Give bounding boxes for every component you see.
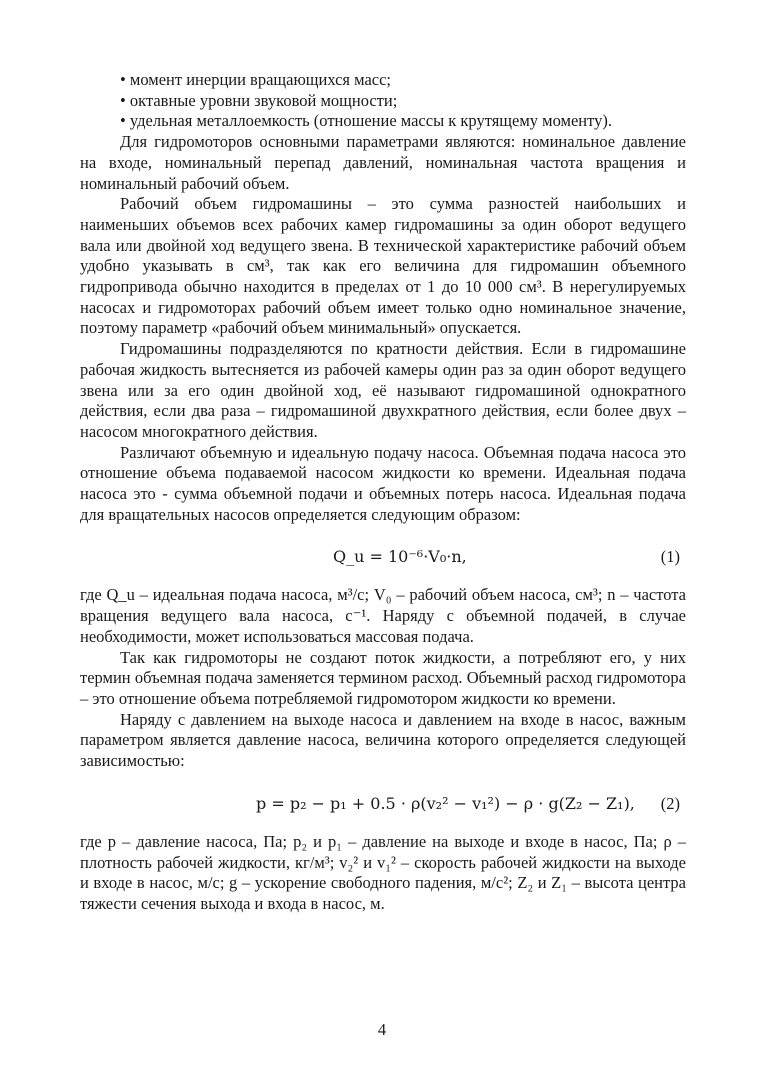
paragraph: Различают объемную и идеальную подачу насоса. Объемная подача насоса это отношение объема подаваемой насосом жидкости ко времени. Идеальная подача насоса это - сумма объемной подачи и объемных потерь насоса. Идеальная подача для вращательных насосов определяется следующим образом: <box>80 442 686 524</box>
page-number: 4 <box>377 1020 387 1039</box>
formula-1-legend: где Q_u – идеальная подача насоса, м³/с; V₀ – рабочий объем насоса, см³; n – частота вращения ведущего вала насоса, с⁻¹. Наряду с объемной подачей, в случае необходимости, может использоваться массовая подача. <box>80 585 686 646</box>
page-body <box>80 70 686 915</box>
paragraph: Так как гидромоторы не создают поток жидкости, а потребляют его, у них термин объемная подача заменяется термином расход. Объемный расход гидромотора – это отношение объема потребляемой гидромотором жидкости ко времени. <box>80 647 686 708</box>
bullet-item: • момент инерции вращающихся масс; <box>120 70 392 89</box>
formula-2 <box>80 790 686 820</box>
formula-1-number: (1) <box>660 547 680 567</box>
paragraph: Гидромашины подразделяются по кратности действия. Если в гидромашине рабочая жидкость вытесняется из рабочей камеры один раз за один оборот ведущего звена или за его один двойной ход, её называют гидромашиной однократного действия, если два раза – гидромашиной двухкратного действия, если более двух – насосом многократного действия. <box>80 339 686 441</box>
bullet-item: • октавные уровни звуковой мощности; <box>120 90 398 110</box>
paragraph: Для гидромоторов основными параметрами являются: номинальное давление на входе, номинальный перепад давлений, номинальная частота вращения и номинальный рабочий объем. <box>80 132 686 193</box>
bullet-item: • удельная металлоемкость (отношение массы к крутящему моменту). <box>120 111 612 131</box>
formula-1 <box>80 543 686 573</box>
paragraph: Рабочий объем гидромашины – это сумма разностей наибольших и наименьших объемов всех рабочих камер гидромашины за один оборот ведущего вала или двойной ход ведущего звена. В технической характеристике рабочий объем удобно указывать в см³, так как его величина для гидромашин объемного гидропривода обычно находится в пределах от 1 до 10 000 см³. В нерегулируемых насосах и гидромоторах рабочий объем имеет только одно номинальное значение, поэтому параметр «рабочий объем минимальный» опускается. <box>80 194 686 338</box>
paragraph: Наряду с давлением на выходе насоса и давлением на входе в насос, важным параметром является давление насоса, величина которого определяется следующей зависимостью: <box>80 709 686 771</box>
formula-2-legend: где p – давление насоса, Па; p₂ и p₁ – давление на выходе и входе в насос, Па; ρ – плотность рабочей жидкости, кг/м³; v₂² и v₁² – скорость рабочей жидкости на выходе и входе в насос, м/с; g – ускорение свободного падения, м/с²; Z₂ и Z₁ – высота центра тяжести сечения выхода и входа в насос, м. <box>80 831 686 913</box>
formula-2-number: (2) <box>660 793 680 813</box>
formula-2-expression: p = p₂ − p₁ + 0.5 · ρ(v₂² − v₁²) − ρ · g(Z₂ − Z₁), <box>256 793 635 813</box>
formula-1-expression: Q_u = 10⁻⁶·V₀·n, <box>333 547 467 567</box>
